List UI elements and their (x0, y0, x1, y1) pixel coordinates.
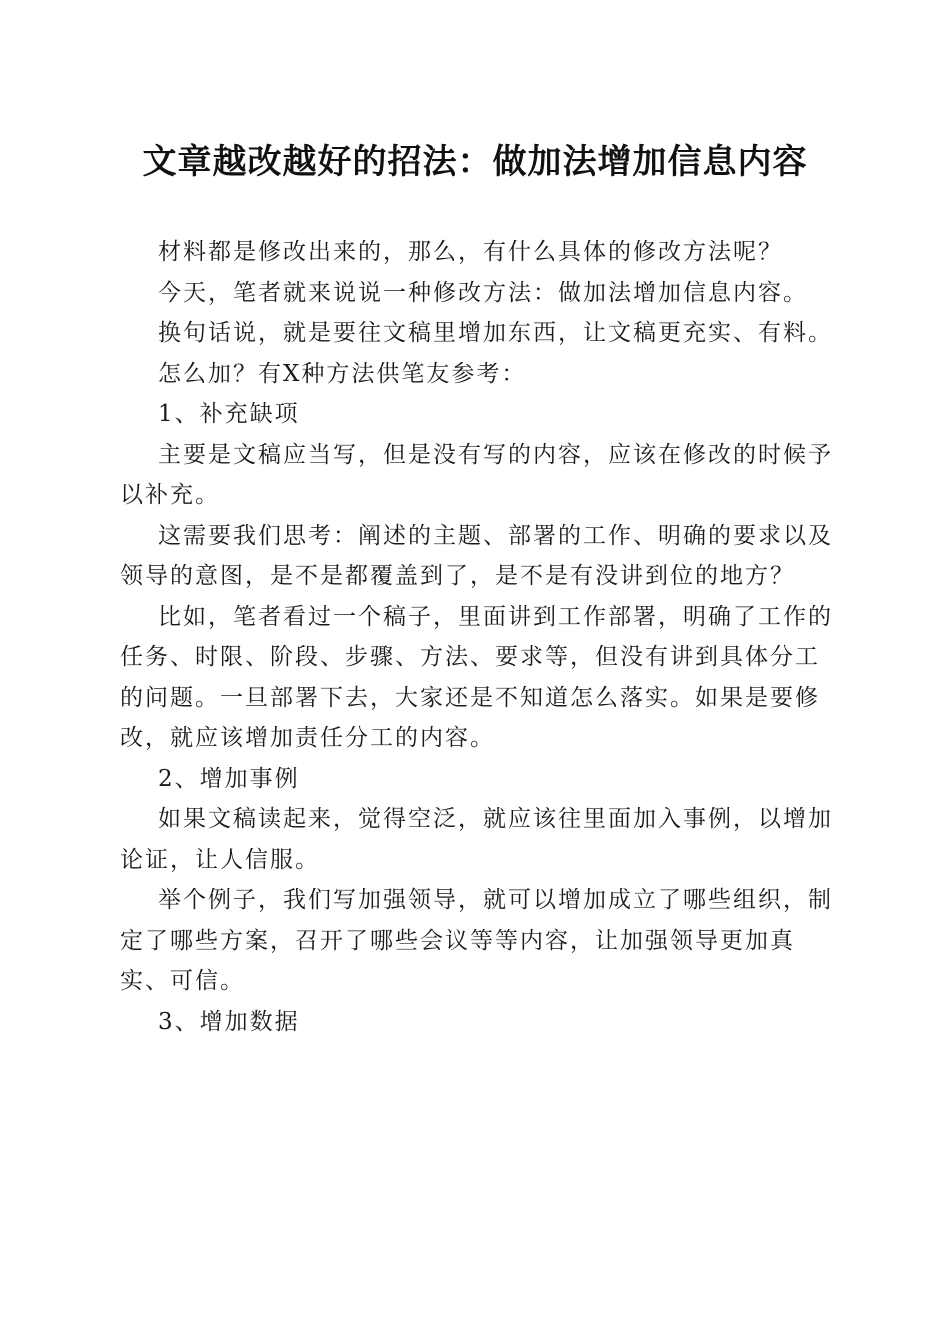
paragraph-in-other-words: 换句话说，就是要往文稿里增加东西，让文稿更充实、有料。 (158, 320, 833, 346)
paragraph-today: 今天，笔者就来说说一种修改方法：做加法增加信息内容。 (158, 279, 808, 306)
paragraph-add-examples: 如果文稿读起来，觉得空泛，就应该往里面加入事例，以增加论证，让人信服。 (120, 806, 833, 873)
paragraph-missing-items: 主要是文稿应当写，但是没有写的内容，应该在修改的时候予以补充。 (120, 441, 833, 508)
paragraph-think: 这需要我们思考：阐述的主题、部署的工作、明确的要求以及领导的意图，是不是都覆盖到了，是不是有没讲到位的地方？ (120, 522, 833, 589)
paragraph-example-draft: 比如，笔者看过一个稿子，里面讲到工作部署，明确了工作的任务、时限、阶段、步骤、方法、要求等，但没有讲到具体分工的问题。一旦部署下去，大家还是不知道怎么落实。如果是要修改，就应该增加责任分工的内容。 (120, 603, 833, 751)
document-body (120, 232, 840, 1042)
section-heading-2: 2、增加事例 (158, 765, 300, 792)
section-heading-1: 1、补充缺项 (158, 401, 300, 427)
document-title: 文章越改越好的招法：做加法增加信息内容 (142, 142, 808, 182)
section-heading-3: 3、增加数据 (158, 1008, 300, 1035)
paragraph-intro-question: 材料都是修改出来的，那么，有什么具体的修改方法呢？ (158, 239, 783, 265)
paragraph-example-leadership: 举个例子，我们写加强领导，就可以增加成立了哪些组织，制定了哪些方案，召开了哪些会议等等内容，让加强领导更加真实、可信。 (120, 887, 833, 994)
paragraph-how-to-add: 怎么加？有X种方法供笔友参考： (158, 360, 527, 387)
